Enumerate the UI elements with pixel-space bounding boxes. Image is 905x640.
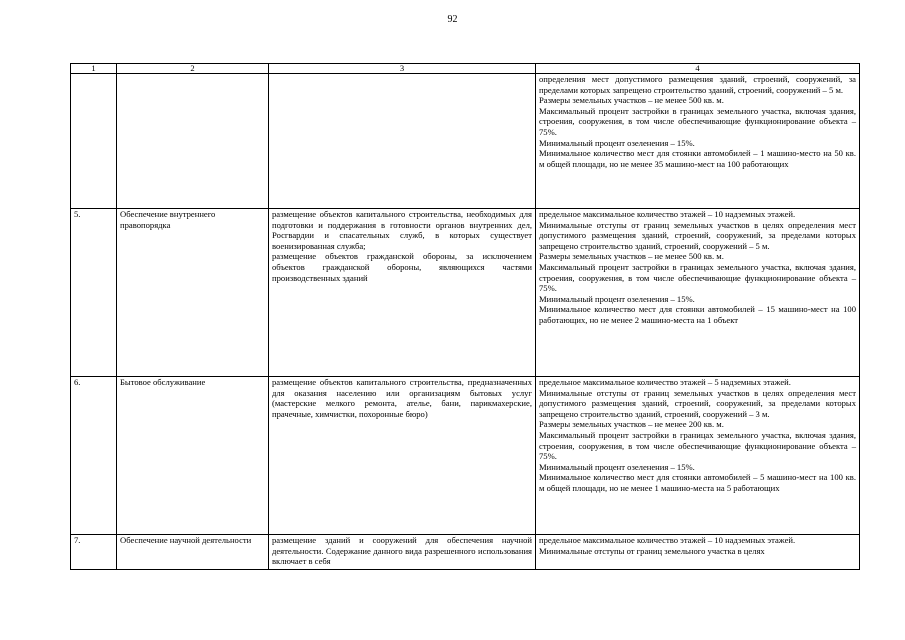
description-line: размещение объектов капитального строительства, необходимых для подготовки и поддержания в готовности органов внутренних дел, Росгвардии и спасательных служб, в которых существует военизированная служба;	[272, 209, 532, 251]
description-line: размещение объектов капитального строительства, предназначенных для оказания населению или организациям бытовых услуг (мастерские мелкого ремонта, ателье, бани, парикмахерские, прачечные, химчистки, похоронные бюро)	[272, 377, 532, 419]
use-type-name: Обеспечение внутреннего правопорядка	[117, 209, 269, 377]
use-type-description	[269, 209, 536, 377]
parameter-line: Максимальный процент застройки в границах земельного участка, включая здания, строения, сооружения, в том числе обеспечивающие функционирование объекта – 75%.	[539, 429, 856, 462]
parameter-line: Минимальные отступы от границ земельных участков в целях определения мест допустимого размещения зданий, строений, сооружений, за пределами которых запрещено строительство зданий, строений, сооружений – 5 м.	[539, 219, 856, 251]
use-type-name: Обеспечение научной деятельности	[117, 535, 269, 570]
parameter-line: предельное максимальное количество этажей – 5 надземных этажей.	[539, 377, 791, 387]
description-line: размещение зданий и сооружений для обеспечения научной деятельности. Содержание данного вида разрешенного использования включает в себя	[272, 535, 532, 567]
parameter-line: Минимальный процент озеленения – 15%.	[539, 293, 695, 304]
column-header: 3	[269, 64, 536, 74]
parameter-line: Максимальный процент застройки в границах земельного участка, включая здания, строения, сооружения, в том числе обеспечивающие функционирование объекта – 75%.	[539, 105, 856, 137]
table-row	[71, 209, 860, 377]
parameter-line: Минимальные отступы от границ земельного участка в целях	[539, 545, 765, 556]
parameter-line: Минимальное количество мест для стоянки автомобилей – 1 машино-место на 50 кв. м общей площади, но не менее 35 машино-мест на 100 работающих	[539, 148, 856, 169]
parameter-line: Минимальное количество мест для стоянки автомобилей – 5 машино-мест на 100 кв. м общей площади, но не менее 1 машино-места на 5 работающих	[539, 472, 856, 493]
parameter-line: предельное максимальное количество этажей – 10 надземных этажей.	[539, 209, 796, 219]
table-row	[71, 74, 860, 209]
row-number: 7.	[71, 535, 117, 570]
parameter-line: Размеры земельных участков – не менее 500 кв. м.	[539, 251, 724, 262]
building-parameters	[536, 74, 860, 209]
use-type-name	[117, 74, 269, 209]
description-line: размещение объектов гражданской обороны, за исключением объектов гражданской обороны, являющихся частями производственных зданий	[272, 251, 532, 283]
column-header: 1	[71, 64, 117, 74]
table-row	[71, 377, 860, 535]
row-number	[71, 74, 117, 209]
building-parameters	[536, 377, 860, 535]
column-header: 4	[536, 64, 860, 74]
parameter-line: определения мест допустимого размещения зданий, строений, сооружений, за пределами которых запрещено строительство зданий, строений, сооружений – 5 м.	[539, 74, 856, 95]
parameter-line: Размеры земельных участков – не менее 200 кв. м.	[539, 419, 724, 430]
page-number: 92	[447, 14, 458, 25]
use-type-description	[269, 74, 536, 209]
parameter-line: предельное максимальное количество этажей – 10 надземных этажей.	[539, 535, 796, 545]
table-row	[71, 535, 860, 570]
parameter-line: Размеры земельных участков – не менее 500 кв. м.	[539, 95, 724, 106]
parameter-line: Максимальный процент застройки в границах земельного участка, включая здания, строения, сооружения, в том числе обеспечивающие функционирование объекта – 75%.	[539, 261, 856, 294]
use-type-description	[269, 535, 536, 570]
building-parameters	[536, 209, 860, 377]
parameter-line: Минимальные отступы от границ земельных участков в целях определения мест допустимого размещения зданий, строений, сооружений, за пределами которых запрещено строительство зданий, строений, сооружений – 3 м.	[539, 387, 856, 419]
parameter-line: Минимальный процент озеленения – 15%.	[539, 461, 695, 472]
column-header: 2	[117, 64, 269, 74]
land-use-table	[70, 63, 860, 570]
column-header-row	[71, 64, 860, 74]
use-type-name: Бытовое обслуживание	[117, 377, 269, 535]
building-parameters	[536, 535, 860, 570]
row-number: 6.	[71, 377, 117, 535]
parameter-line: Минимальное количество мест для стоянки автомобилей – 15 машино-мест на 100 работающих, но не менее 2 машино-места на 1 объект	[539, 304, 856, 325]
row-number: 5.	[71, 209, 117, 377]
parameter-line: Минимальный процент озеленения – 15%.	[539, 137, 695, 148]
use-type-description	[269, 377, 536, 535]
